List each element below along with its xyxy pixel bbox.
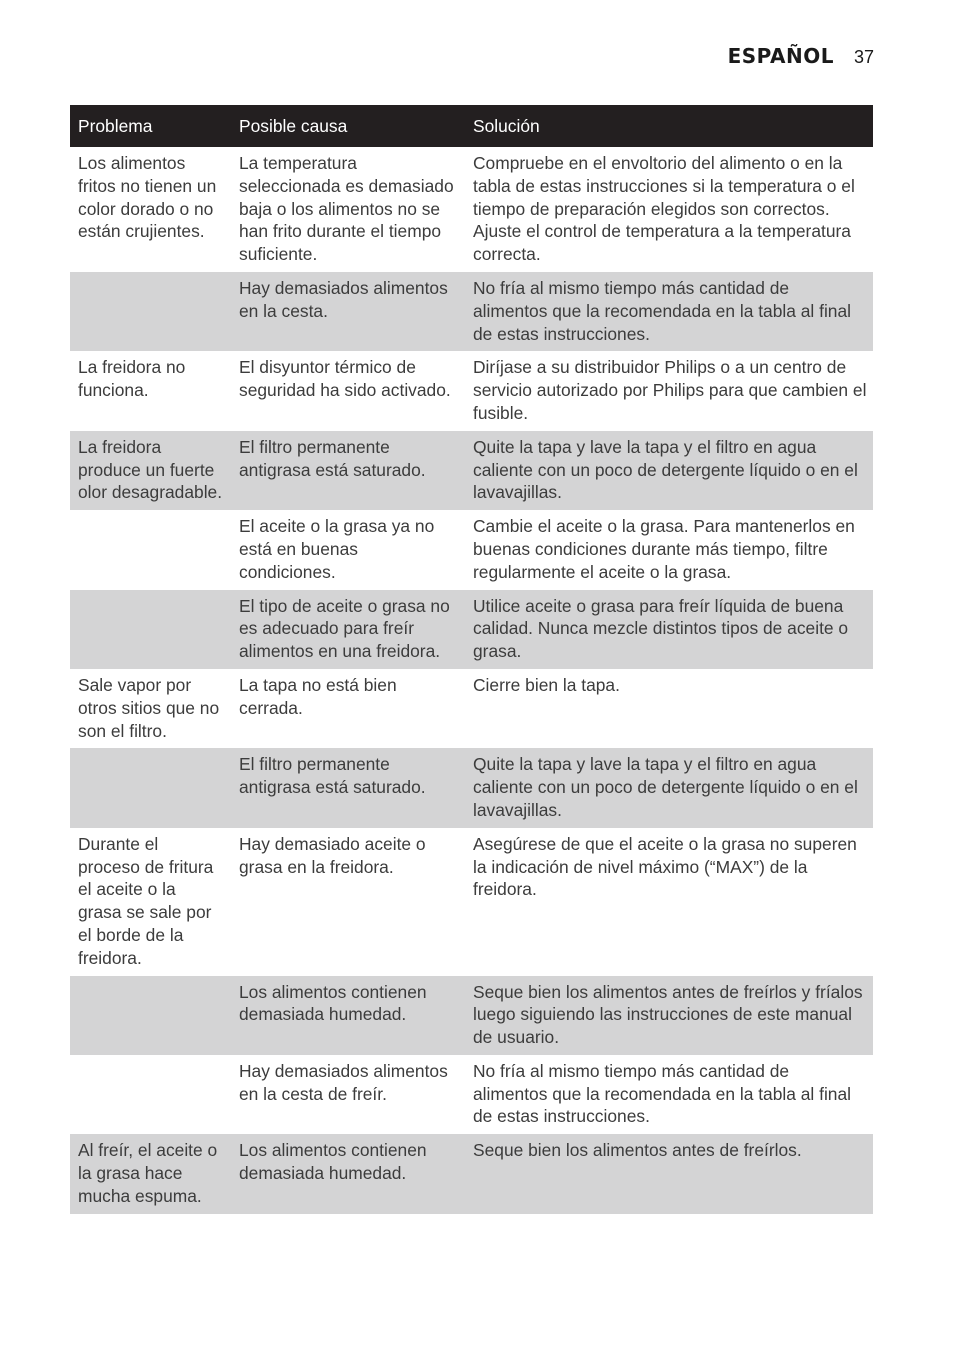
table-row [70,748,873,827]
solution-cell: Cambie el aceite o la grasa. Para mantenerlos en buenas condiciones durante más tiempo, filtre regularmente el aceite o la grasa. [473,516,855,582]
solution-cell: No fría al mismo tiempo más cantidad de alimentos que la recomendada en la tabla al final de estas instrucciones. [465,272,873,351]
cause-cell: El aceite o la grasa ya no está en buenas condiciones. [239,516,435,582]
solution-cell: Seque bien los alimentos antes de freírlos y fríalos luego siguiendo las instrucciones de este manual de usuario. [465,976,873,1055]
table-row [70,431,873,510]
problem-cell [70,510,231,589]
problem-cell: Al freír, el aceite o la grasa hace mucha espuma. [70,1134,231,1213]
cause-cell: El filtro permanente antigrasa está saturado. [231,748,465,827]
section-language-title: ESPAÑOL [727,44,834,68]
table-row [70,669,873,748]
cause-cell: El filtro permanente antigrasa está saturado. [231,431,465,510]
problem-cell [70,272,231,351]
cause-cell: La temperatura seleccionada es demasiado baja o los alimentos no se han frito durante el tiempo suficiente. [239,153,454,265]
solution-cell: Asegúrese de que el aceite o la grasa no superen la indicación de nivel máximo (“MAX”) de la freidora. [473,833,857,900]
problem-cell [70,1055,231,1134]
problem-cell: Sale vapor por otros sitios que no son el filtro. [78,674,220,741]
cause-cell: Los alimentos contienen demasiada humedad. [231,1134,465,1213]
cause-cell: Hay demasiado aceite o grasa en la freidora. [239,833,426,877]
solution-cell: No fría al mismo tiempo más cantidad de alimentos que la recomendada en la tabla al final de estas instrucciones. [473,1060,852,1127]
table-row [70,510,873,589]
cause-cell: La tapa no está bien cerrada. [239,674,397,718]
table-row [70,828,873,976]
solution-cell: Compruebe en el envoltorio del alimento o en la tabla de estas instrucciones si la temperatura o el tiempo de preparación elegidos son correctos. Ajuste el control de temperatura a la temperatura correcta. [473,153,855,265]
problem-cell [70,590,231,669]
solution-cell: Cierre bien la tapa. [473,674,620,695]
solution-cell: Quite la tapa y lave la tapa y el filtro en agua caliente con un poco de detergente líquido o en el lavavajillas. [465,748,873,827]
problem-cell: Los alimentos fritos no tienen un color dorado o no están crujientes. [78,153,217,242]
column-header-cause: Posible causa [231,105,465,147]
cause-cell: El tipo de aceite o grasa no es adecuado para freír alimentos en una freidora. [231,590,465,669]
problem-cell: Durante el proceso de fritura el aceite o la grasa se sale por el borde de la freidora. [78,833,214,968]
cause-cell: Hay demasiados alimentos en la cesta de freír. [239,1060,448,1104]
problem-cell: La freidora no funciona. [78,357,186,401]
solution-cell: Diríjase a su distribuidor Philips o a un centro de servicio autorizado por Philips para que cambien el fusible. [473,357,867,423]
page-header [728,44,874,68]
troubleshooting-table [70,105,873,1214]
table-row [70,976,873,1055]
solution-cell: Seque bien los alimentos antes de freírlos. [465,1134,873,1213]
column-header-problem: Problema [70,105,231,147]
problem-cell [70,976,231,1055]
cause-cell: Hay demasiados alimentos en la cesta. [231,272,465,351]
table-header-row [70,105,873,147]
cause-cell: El disyuntor térmico de seguridad ha sido activado. [239,357,451,401]
column-header-solution: Solución [465,105,873,147]
problem-cell: La freidora produce un fuerte olor desagradable. [70,431,231,510]
table-row [70,147,873,272]
solution-cell: Quite la tapa y lave la tapa y el filtro en agua caliente con un poco de detergente líquido o en el lavavajillas. [465,431,873,510]
table-row [70,590,873,669]
page-number: 37 [853,47,874,67]
table-row [70,1134,873,1213]
solution-cell: Utilice aceite o grasa para freír líquida de buena calidad. Nunca mezcle distintos tipos de aceite o grasa. [465,590,873,669]
problem-cell [70,748,231,827]
table-row [70,272,873,351]
table-row [70,1055,873,1134]
table-row [70,351,873,430]
cause-cell: Los alimentos contienen demasiada humedad. [231,976,465,1055]
